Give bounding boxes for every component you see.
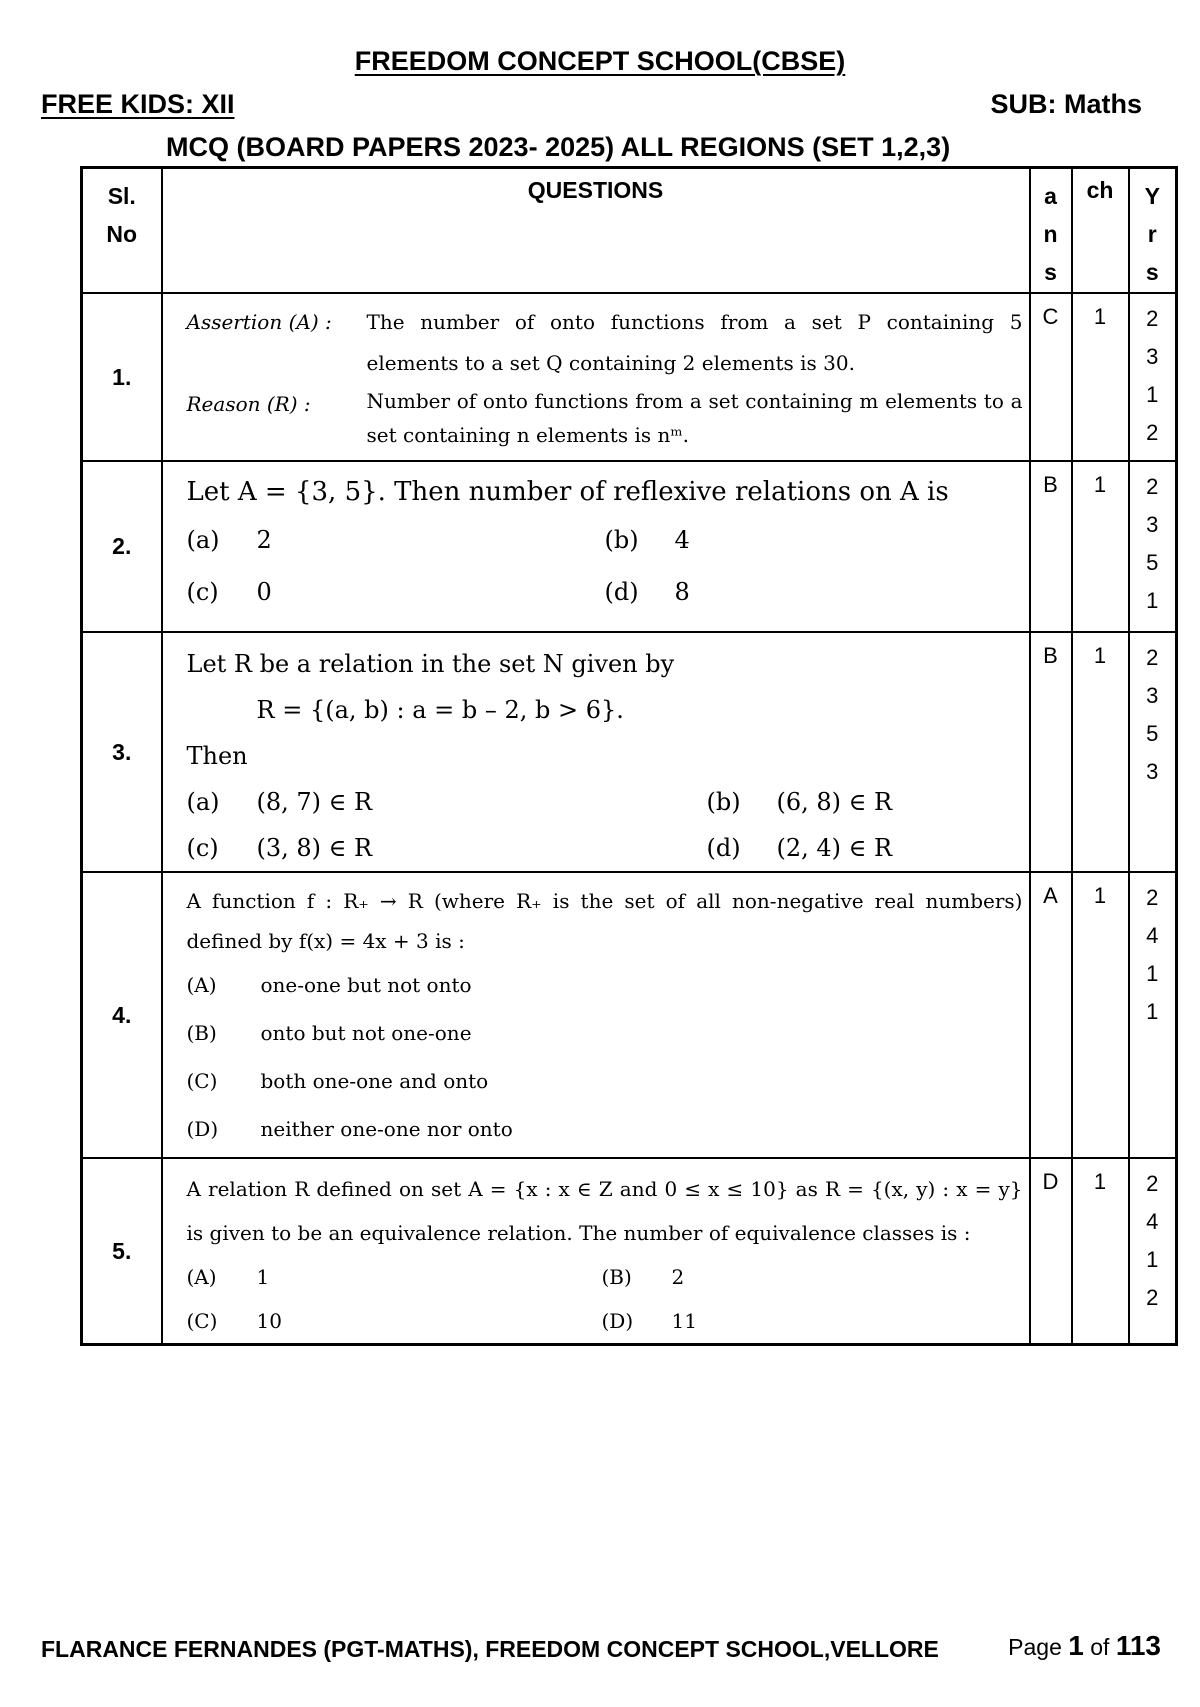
option-text: 11 bbox=[671, 1309, 697, 1333]
year-digit: 1 bbox=[1146, 961, 1159, 986]
year-digit: 4 bbox=[1146, 1209, 1159, 1234]
year-digit: 2 bbox=[1146, 474, 1159, 499]
question-cell bbox=[162, 461, 1030, 632]
table-row bbox=[82, 632, 1177, 872]
ans-header-s: s bbox=[1044, 259, 1057, 285]
questions-header: QUESTIONS bbox=[162, 168, 1030, 294]
option-text: 8 bbox=[674, 578, 690, 606]
question-then: Then bbox=[186, 742, 248, 770]
answer: B bbox=[1030, 461, 1072, 632]
page-word: Page bbox=[1008, 1634, 1062, 1660]
yrs-header-s: s bbox=[1145, 259, 1159, 285]
table-row bbox=[82, 461, 1177, 632]
chapter: 1 bbox=[1072, 632, 1129, 872]
option bbox=[187, 779, 707, 825]
year-digit: 3 bbox=[1146, 759, 1159, 784]
table-row bbox=[82, 1158, 1177, 1345]
paper-info: MCQ (BOARD PAPERS 2023- 2025) ALL REGIONS (SET 1,2,3) bbox=[166, 132, 951, 162]
answer: B bbox=[1030, 632, 1072, 872]
year-digit: 1 bbox=[1146, 1247, 1159, 1272]
year bbox=[1129, 461, 1177, 632]
yrs-header-r: r bbox=[1147, 221, 1157, 247]
sl-header-line2: No bbox=[106, 221, 138, 247]
mcq-table bbox=[80, 166, 1178, 1346]
page-total: 113 bbox=[1115, 1630, 1161, 1661]
year-digit: 2 bbox=[1146, 306, 1159, 331]
assertion-label: Assertion (A) : bbox=[186, 310, 332, 334]
option bbox=[187, 1009, 1023, 1057]
ans-header-a: a bbox=[1044, 183, 1057, 209]
relation-definition: R = {(a, b) : a = b – 2, b > 6}. bbox=[256, 696, 624, 724]
options-grid bbox=[187, 1255, 1023, 1343]
school-title-text: FREEDOM CONCEPT SCHOOL(CBSE) bbox=[354, 46, 846, 76]
option-text: neither one-one nor onto bbox=[260, 1117, 513, 1141]
option-key: (D) bbox=[601, 1309, 634, 1333]
option-text: onto but not one-one bbox=[260, 1021, 472, 1045]
year-digit: 2 bbox=[1146, 420, 1159, 445]
row-number: 2. bbox=[82, 461, 162, 632]
answer: C bbox=[1030, 293, 1072, 461]
option bbox=[605, 514, 1023, 566]
page-footer bbox=[41, 1630, 1161, 1663]
year bbox=[1129, 632, 1177, 872]
option-key: (C) bbox=[186, 1069, 218, 1093]
year-digit: 1 bbox=[1146, 382, 1159, 407]
year bbox=[1129, 1158, 1177, 1345]
option bbox=[605, 566, 1023, 618]
assertion-text: The number of onto functions from a set P containing 5 elements to a set Q containing 2 elements is 30. bbox=[366, 310, 1023, 375]
option-text: 4 bbox=[674, 526, 690, 554]
chapter: 1 bbox=[1072, 293, 1129, 461]
year-digit: 2 bbox=[1146, 1285, 1159, 1310]
of-word: of bbox=[1090, 1634, 1110, 1660]
year-digit: 3 bbox=[1146, 512, 1159, 537]
year-digit: 1 bbox=[1146, 588, 1159, 613]
yrs-header-y: Y bbox=[1144, 183, 1160, 209]
option-key: (A) bbox=[186, 1265, 217, 1289]
option-key: (A) bbox=[186, 973, 217, 997]
option bbox=[187, 1057, 1023, 1105]
year-digit: 3 bbox=[1146, 683, 1159, 708]
option-key: (B) bbox=[186, 1021, 217, 1045]
question-cell bbox=[162, 872, 1030, 1158]
row-number: 1. bbox=[82, 293, 162, 461]
assertion bbox=[187, 302, 1023, 384]
option bbox=[187, 825, 707, 871]
table-row bbox=[82, 872, 1177, 1158]
reason-label: Reason (R) : bbox=[186, 392, 311, 416]
option bbox=[187, 1255, 602, 1299]
option-text: both one-one and onto bbox=[260, 1069, 489, 1093]
year-digit: 2 bbox=[1146, 1171, 1159, 1196]
chapter: 1 bbox=[1072, 872, 1129, 1158]
option bbox=[187, 514, 605, 566]
option bbox=[602, 1255, 1023, 1299]
option-text: (2, 4) ∈ R bbox=[776, 834, 893, 862]
option-text: (8, 7) ∈ R bbox=[256, 788, 373, 816]
question-cell bbox=[162, 632, 1030, 872]
table-row bbox=[82, 293, 1177, 461]
school-title bbox=[0, 46, 1200, 77]
row-number: 3. bbox=[82, 632, 162, 872]
option bbox=[187, 1299, 602, 1343]
answer: A bbox=[1030, 872, 1072, 1158]
option bbox=[187, 961, 1023, 1009]
option bbox=[602, 1299, 1023, 1343]
footer-author: FLARANCE FERNANDES (PGT-MATHS), FREEDOM CONCEPT SCHOOL,VELLORE bbox=[41, 1636, 939, 1662]
option-text: one-one but not onto bbox=[260, 973, 472, 997]
option-text: 10 bbox=[256, 1309, 282, 1333]
option-text: (6, 8) ∈ R bbox=[776, 788, 893, 816]
option-key: (c) bbox=[186, 578, 219, 606]
option-text: 2 bbox=[671, 1265, 685, 1289]
option-text: 2 bbox=[256, 526, 272, 554]
ans-header bbox=[1030, 168, 1072, 294]
chapter: 1 bbox=[1072, 461, 1129, 632]
option-text: 0 bbox=[256, 578, 272, 606]
question-stem: A relation R defined on set A = {x : x ∈ Z and 0 ≤ x ≤ 10} as R = {(x, y) : x = y} is given to be an equivalence relation. The number of equivalence classes is : bbox=[186, 1177, 1023, 1245]
year bbox=[1129, 872, 1177, 1158]
question-cell bbox=[162, 1158, 1030, 1345]
year-digit: 2 bbox=[1146, 885, 1159, 910]
option bbox=[707, 779, 1023, 825]
option bbox=[187, 566, 605, 618]
year-digit: 4 bbox=[1146, 923, 1159, 948]
page-number bbox=[1008, 1630, 1161, 1662]
chapter: 1 bbox=[1072, 1158, 1129, 1345]
ch-header: ch bbox=[1072, 168, 1129, 294]
option-key: (d) bbox=[604, 578, 639, 606]
option-text: (3, 8) ∈ R bbox=[256, 834, 373, 862]
year-digit: 2 bbox=[1146, 645, 1159, 670]
ans-header-n: n bbox=[1043, 221, 1058, 247]
option-key: (c) bbox=[186, 834, 219, 862]
option-key: (b) bbox=[706, 788, 741, 816]
options-grid bbox=[187, 514, 1023, 618]
yrs-header bbox=[1129, 168, 1177, 294]
options-grid bbox=[187, 779, 1023, 871]
option-text: 1 bbox=[256, 1265, 270, 1289]
question-stem: A function f : R₊ → R (where R₊ is the set of all non-negative real numbers) defined by f(x) = 4x + 3 is : bbox=[186, 889, 1023, 953]
sl-header-line1: Sl. bbox=[107, 183, 136, 209]
reason bbox=[187, 384, 1023, 452]
table-header-row bbox=[82, 168, 1177, 294]
option-key: (D) bbox=[186, 1117, 219, 1141]
answer: D bbox=[1030, 1158, 1072, 1345]
sl-no-header bbox=[82, 168, 162, 294]
option-key: (a) bbox=[186, 788, 220, 816]
question-stem: Let A = {3, 5}. Then number of reflexive relations on A is bbox=[186, 477, 949, 507]
question-cell bbox=[162, 293, 1030, 461]
class-label: FREE KIDS: XII bbox=[41, 89, 235, 119]
year-digit: 5 bbox=[1146, 721, 1159, 746]
row-number: 5. bbox=[82, 1158, 162, 1345]
option-key: (C) bbox=[186, 1309, 218, 1333]
year-digit: 3 bbox=[1146, 344, 1159, 369]
option-key: (a) bbox=[186, 526, 220, 554]
option-key: (d) bbox=[706, 834, 741, 862]
year-digit: 1 bbox=[1146, 999, 1159, 1024]
option bbox=[187, 1105, 1023, 1153]
year bbox=[1129, 293, 1177, 461]
question-stem: Let R be a relation in the set N given by bbox=[186, 650, 675, 678]
option-key: (b) bbox=[604, 526, 639, 554]
subject-label: SUB: Maths bbox=[990, 89, 1142, 119]
row-number: 4. bbox=[82, 872, 162, 1158]
page-current: 1 bbox=[1068, 1630, 1084, 1661]
option-key: (B) bbox=[601, 1265, 632, 1289]
year-digit: 5 bbox=[1146, 550, 1159, 575]
reason-text: Number of onto functions from a set containing m elements to a set containing n elements is nᵐ. bbox=[366, 389, 1023, 447]
option bbox=[707, 825, 1023, 871]
